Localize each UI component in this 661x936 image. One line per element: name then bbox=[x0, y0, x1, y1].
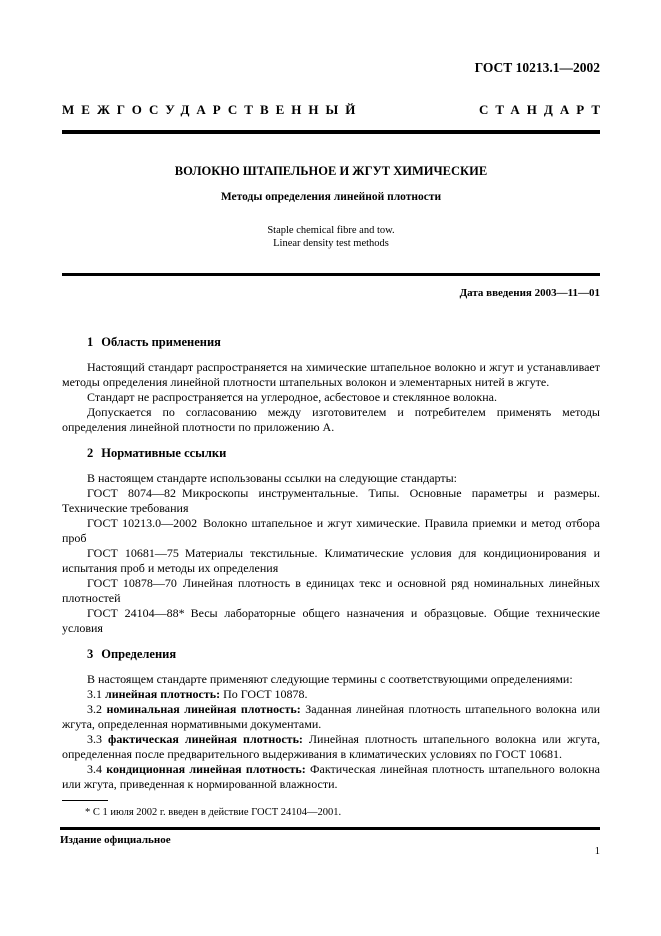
section-title: Определения bbox=[101, 647, 177, 661]
definition-text: Заданная линейная плотность штапельного волокна или жгута, определенная нормативными документами. bbox=[62, 702, 600, 731]
section-number: 2 bbox=[87, 446, 94, 460]
reference-item: ГОСТ 10213.0—2002 Волокно штапельное и жгут химические. Правила приемки и метод отбора проб bbox=[62, 516, 600, 545]
page-number: 1 bbox=[594, 846, 600, 857]
footnote-divider bbox=[62, 800, 108, 801]
paragraph: Допускается по согласованию между изготовителем и потребителем применять методы определения линейной плотности по приложению А. bbox=[62, 405, 600, 434]
definition-term: кондиционная линейная плотность: bbox=[106, 762, 311, 776]
doc-number: ГОСТ 10213.1—2002 bbox=[474, 60, 600, 75]
definition-item bbox=[62, 687, 600, 702]
section-number: 1 bbox=[87, 335, 94, 349]
page-content bbox=[62, 0, 607, 819]
definitions-intro: В настоящем стандарте применяют следующие термины с соответствующими определениями: bbox=[87, 672, 573, 686]
definition-number: 3.4 bbox=[87, 762, 107, 776]
title-english-line-2: Linear density test methods bbox=[273, 238, 389, 249]
definition-term: номинальная линейная плотность: bbox=[106, 702, 306, 716]
section-2-body bbox=[62, 471, 600, 636]
doc-subtitle: Методы определения линейной плотности bbox=[220, 191, 442, 203]
doc-title: ВОЛОКНО ШТАПЕЛЬНОЕ И ЖГУТ ХИМИЧЕСКИЕ bbox=[174, 164, 488, 178]
definition-term: фактическая линейная плотность: bbox=[108, 732, 309, 746]
reference-item: ГОСТ 10878—70 Линейная плотность в единицах текс и основной ряд номинальных линейных плотностей bbox=[62, 576, 600, 605]
references-intro: В настоящем стандарте использованы ссылки на следующие стандарты: bbox=[87, 471, 458, 485]
banner-word-2: СТАНДАРТ bbox=[478, 102, 607, 117]
title-rule bbox=[62, 273, 600, 276]
footnote-block bbox=[62, 800, 600, 819]
section-title: Нормативные ссылки bbox=[101, 446, 227, 460]
reference-item: ГОСТ 10681—75 Материалы текстильные. Климатические условия для кондиционирования и испытания проб и методы их определения bbox=[62, 546, 600, 575]
effective-date: Дата введения 2003—11—01 bbox=[459, 287, 600, 299]
section-title: Область применения bbox=[101, 335, 221, 349]
section-heading-2 bbox=[62, 445, 600, 461]
definition-text: Линейная плотность штапельного волокна или жгута, определенная после предварительного выдерживания в климатических условиях по ГОСТ 10681. bbox=[62, 732, 601, 761]
definition-number: 3.1 bbox=[87, 687, 105, 701]
definition-item bbox=[62, 732, 600, 762]
section-heading-1 bbox=[62, 334, 600, 350]
footer-rule bbox=[60, 827, 600, 830]
section-1-body bbox=[62, 360, 600, 435]
reference-item: ГОСТ 24104—88* Весы лабораторные общего назначения и образцовые. Общие технические условия bbox=[62, 606, 600, 635]
gost-banner bbox=[62, 102, 607, 118]
reference-item: ГОСТ 8074—82 Микроскопы инструментальные. Типы. Основные параметры и размеры. Технические требования bbox=[62, 486, 600, 515]
section-3-body bbox=[62, 672, 600, 792]
definition-text: По ГОСТ 10878. bbox=[223, 687, 308, 701]
definition-number: 3.2 bbox=[87, 702, 107, 716]
definition-text: Фактическая линейная плотность штапельного волокна или жгута, приведенная к нормированной влажности. bbox=[62, 762, 600, 791]
paragraph: Стандарт не распространяется на углеродное, асбестовое и стеклянное волокна. bbox=[87, 390, 498, 404]
paragraph: Настоящий стандарт распространяется на химические штапельное волокно и жгут и устанавливает методы определения линейной плотности штапельных волокон и элементарных нитей в жгуте. bbox=[62, 360, 600, 389]
edition-note: Издание официальное bbox=[60, 834, 171, 846]
banner-word-1: МЕЖГОСУДАРСТВЕННЫЙ bbox=[62, 102, 363, 117]
banner-rule bbox=[62, 130, 600, 134]
section-number: 3 bbox=[87, 647, 94, 661]
definition-number: 3.3 bbox=[87, 732, 109, 746]
definition-item bbox=[62, 702, 600, 732]
definition-term: линейная плотность: bbox=[105, 687, 224, 701]
title-english-line-1: Staple chemical fibre and tow. bbox=[267, 225, 395, 236]
section-heading-3 bbox=[62, 646, 600, 662]
definition-item bbox=[62, 762, 600, 792]
page-footer bbox=[60, 827, 600, 847]
footnote-text: * С 1 июля 2002 г. введен в действие ГОСТ 24104—2001. bbox=[85, 807, 342, 818]
title-english bbox=[62, 224, 600, 250]
